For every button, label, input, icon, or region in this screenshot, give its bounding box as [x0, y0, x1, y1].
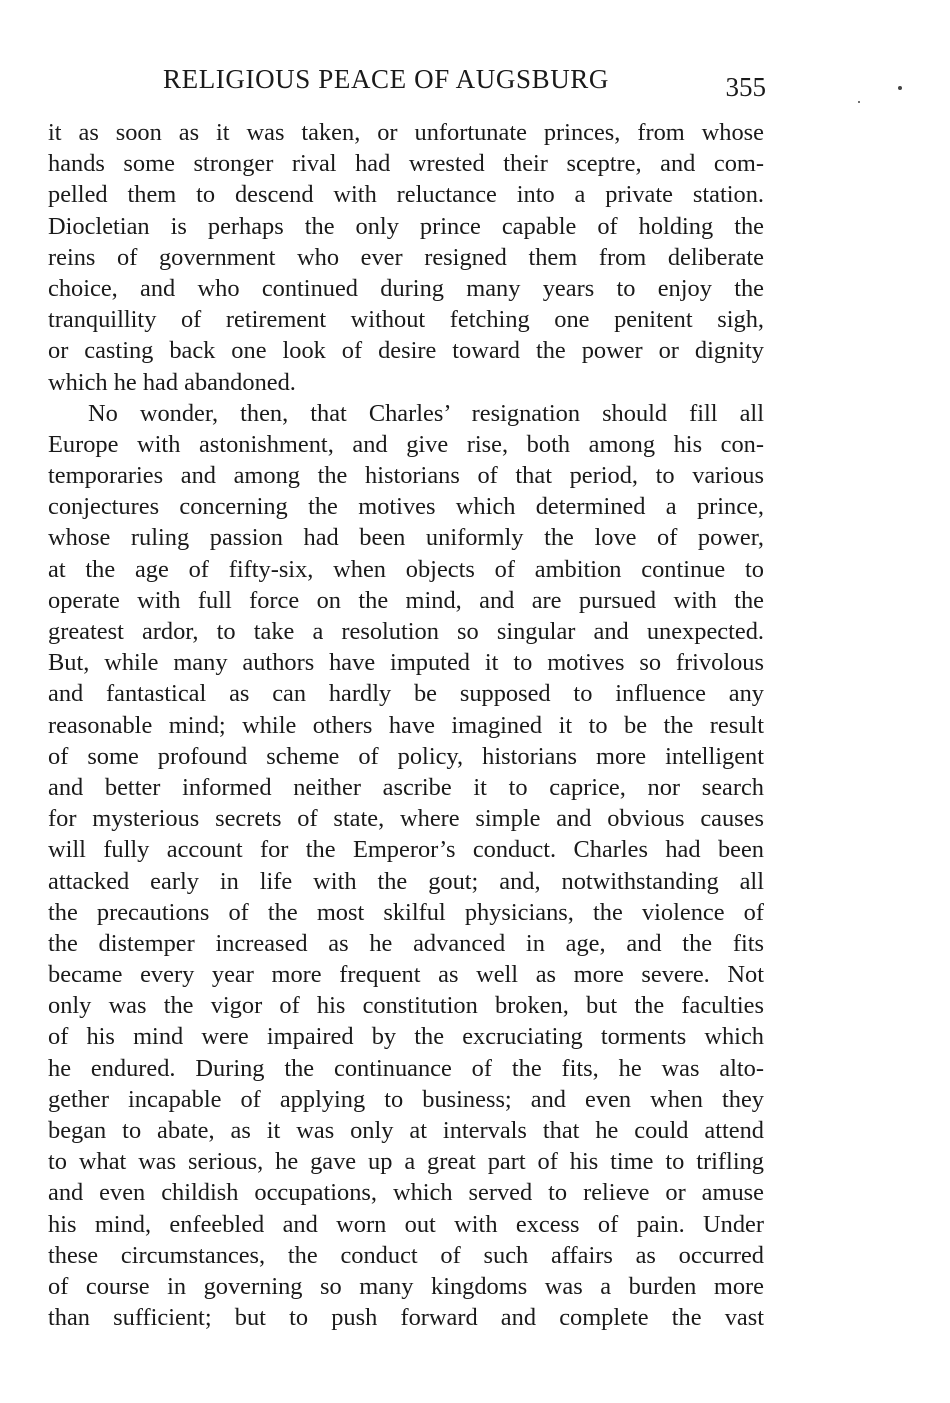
text-line: tranquillity of retirement without fetching one penitent sigh,	[48, 306, 764, 334]
text-line: whose ruling passion had been uniformly the love of power,	[48, 524, 764, 552]
text-line: reins of government who ever resigned them from deliberate	[48, 243, 764, 271]
text-line: gether incapable of applying to business; and even when they	[48, 1085, 764, 1113]
text-line: he endured. During the continuance of the fits, he was alto-	[48, 1054, 764, 1082]
text-line: Europe with astonishment, and give rise, both among his con-	[48, 430, 764, 458]
running-head	[48, 62, 768, 102]
text-line: hands some stronger rival had wrested their sceptre, and com-	[48, 150, 764, 178]
page-number: 355	[725, 72, 766, 102]
text-line: only was the vigor of his constitution broken, but the faculties	[48, 992, 764, 1020]
text-line: Diocletian is perhaps the only prince capable of holding the	[48, 212, 764, 240]
text-line: to what was serious, he gave up a great part of his time to trifling	[48, 1148, 764, 1176]
text-line: and fantastical as can hardly be supposed to influence any	[48, 680, 764, 708]
text-line: which he had abandoned.	[48, 368, 296, 396]
paragraph-1	[48, 117, 764, 398]
text-line: these circumstances, the conduct of such affairs as occurred	[48, 1241, 764, 1269]
text-line: than sufficient; but to push forward and complete the vast	[48, 1304, 764, 1332]
text-line: became every year more frequent as well as more severe. Not	[48, 961, 764, 989]
text-line: will fully account for the Emperor’s conduct. Charles had been	[48, 836, 764, 864]
paragraph-2	[48, 398, 764, 1334]
text-line: for mysterious secrets of state, where simple and obvious causes	[48, 805, 764, 833]
text-line: of course in governing so many kingdoms was a burden more	[48, 1272, 764, 1300]
text-line: reasonable mind; while others have imagined it to be the result	[48, 711, 764, 739]
text-line: and better informed neither ascribe it to caprice, nor search	[48, 773, 764, 801]
print-speck	[898, 86, 902, 90]
text-line: But, while many authors have imputed it to motives so frivolous	[48, 649, 764, 677]
text-line: greatest ardor, to take a resolution so singular and unexpected.	[48, 618, 764, 645]
text-line: began to abate, as it was only at intervals that he could attend	[48, 1117, 764, 1144]
body-text	[48, 117, 764, 1333]
text-line: attacked early in life with the gout; and, notwithstanding all	[48, 867, 764, 895]
text-line: conjectures concerning the motives which determined a prince,	[48, 493, 764, 521]
text-line: operate with full force on the mind, and are pursued with the	[48, 586, 764, 614]
text-line: choice, and who continued during many years to enjoy the	[48, 274, 764, 302]
text-line: or casting back one look of desire toward the power or dignity	[48, 337, 764, 365]
chapter-title: RELIGIOUS PEACE OF AUGSBURG	[163, 64, 609, 94]
text-line: temporaries and among the historians of that period, to various	[48, 462, 764, 490]
text-line: the precautions of the most skilful physicians, the violence of	[48, 898, 764, 926]
text-line: it as soon as it was taken, or unfortunate princes, from whose	[48, 119, 764, 146]
text-line: No wonder, then, that Charles’ resignation should fill all	[88, 399, 764, 427]
text-line: and even childish occupations, which served to relieve or amuse	[48, 1179, 764, 1207]
text-line: his mind, enfeebled and worn out with excess of pain. Under	[48, 1210, 764, 1238]
print-speck	[858, 101, 860, 103]
text-line: at the age of fifty-six, when objects of ambition continue to	[48, 555, 764, 583]
text-line: pelled them to descend with reluctance into a private station.	[48, 181, 764, 209]
text-line: the distemper increased as he advanced in age, and the fits	[48, 929, 764, 957]
text-line: of his mind were impaired by the excruciating torments which	[48, 1023, 764, 1051]
text-line: of some profound scheme of policy, historians more intelligent	[48, 742, 764, 770]
